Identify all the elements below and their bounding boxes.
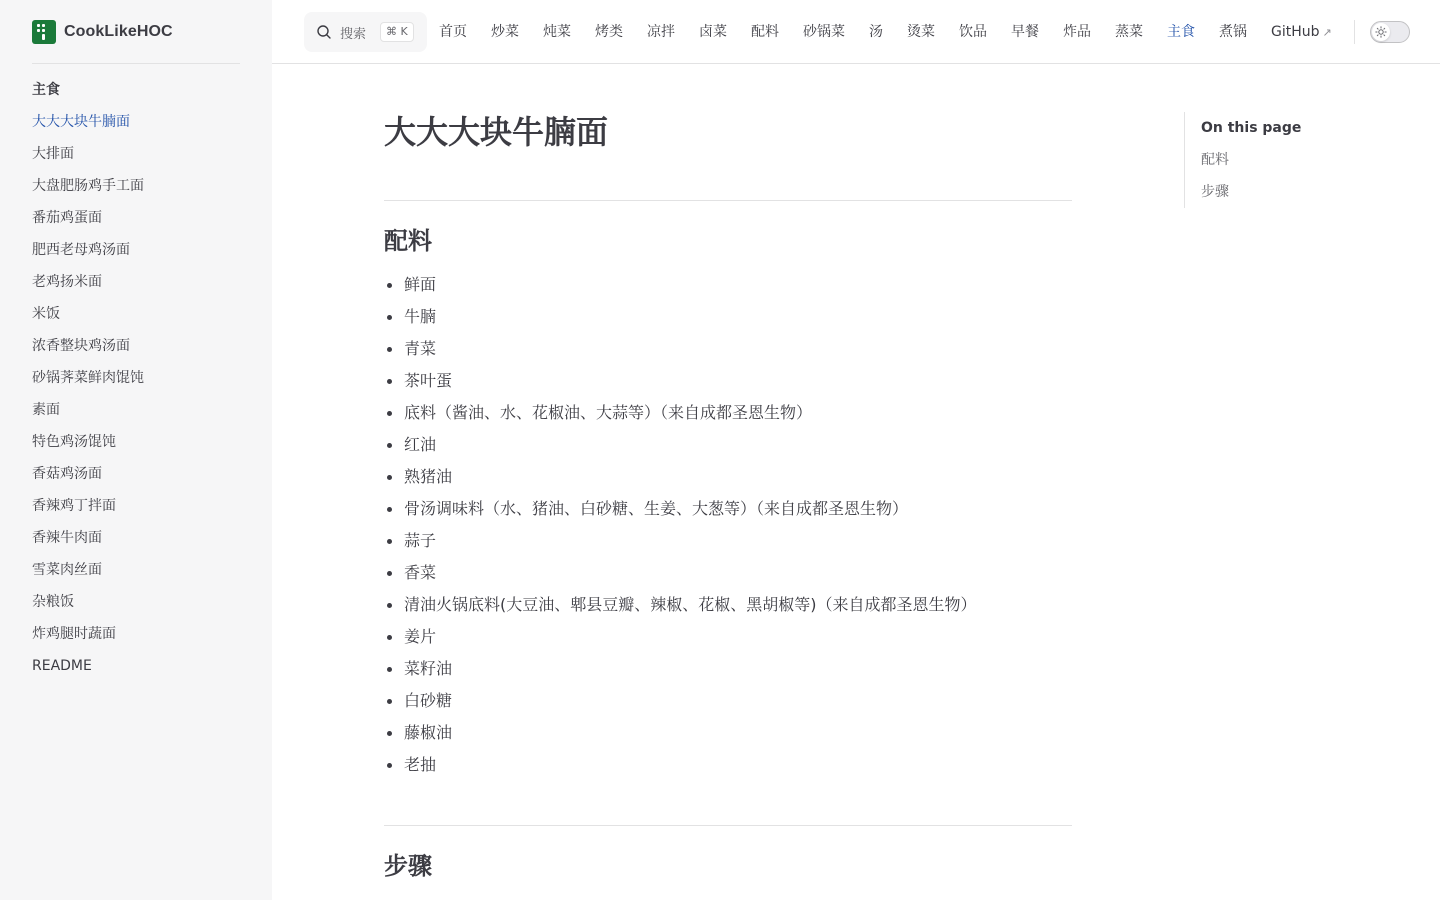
page-title: 大大大块牛腩面 — [384, 113, 609, 151]
site-title: CookLikeHOC — [64, 23, 173, 40]
sidebar-item[interactable]: 香辣鸡丁拌面 — [32, 498, 116, 514]
sidebar-item[interactable]: 肥西老母鸡汤面 — [32, 242, 130, 258]
ingredient-item: 老抽 — [384, 749, 1072, 781]
sidebar-item[interactable]: 特色鸡汤馄饨 — [32, 434, 116, 450]
sidebar-group-title: 主食 — [32, 82, 60, 98]
nav-link[interactable]: 饮品 — [959, 24, 987, 40]
ingredients-list — [384, 269, 1072, 781]
external-link-icon: ↗ — [1322, 25, 1332, 39]
ingredient-item: 清油火锅底料(大豆油、郫县豆瓣、辣椒、花椒、黑胡椒等)（来自成都圣恩生物） — [384, 589, 1072, 621]
sidebar-item[interactable]: 老鸡扬米面 — [32, 274, 102, 290]
nav-link[interactable]: 早餐 — [1011, 24, 1039, 40]
sidebar-item[interactable]: 素面 — [32, 402, 60, 418]
ingredient-item: 红油 — [384, 429, 1072, 461]
search-icon — [316, 24, 332, 40]
ingredients-heading: 配料 — [384, 227, 432, 255]
search-placeholder: 搜索 — [340, 26, 367, 42]
sidebar-item[interactable]: 炸鸡腿时蔬面 — [32, 626, 116, 642]
nav-menu — [439, 0, 1332, 64]
page-outline — [1184, 112, 1384, 208]
sidebar-item[interactable]: README — [32, 658, 92, 674]
sidebar-item[interactable]: 雪菜肉丝面 — [32, 562, 102, 578]
search-button[interactable] — [304, 12, 427, 52]
sidebar-item[interactable]: 砂锅荠菜鲜肉馄饨 — [32, 370, 144, 386]
sidebar-item[interactable]: 大排面 — [32, 146, 74, 162]
nav-link[interactable]: 煮锅 — [1219, 24, 1247, 40]
ingredient-item: 香菜 — [384, 557, 1072, 589]
top-nav — [272, 0, 1440, 64]
ingredient-item: 底料（酱油、水、花椒油、大蒜等）（来自成都圣恩生物） — [384, 397, 1072, 429]
brand-link[interactable] — [32, 20, 173, 44]
nav-link[interactable]: 烤类 — [595, 24, 623, 40]
ingredient-item: 牛腩 — [384, 301, 1072, 333]
nav-link[interactable]: 炸品 — [1063, 24, 1091, 40]
sidebar-item[interactable]: 香菇鸡汤面 — [32, 466, 102, 482]
nav-link[interactable]: 卤菜 — [699, 24, 727, 40]
ingredient-item: 茶叶蛋 — [384, 365, 1072, 397]
sidebar-item[interactable]: 香辣牛肉面 — [32, 530, 102, 546]
nav-link[interactable]: 烫菜 — [907, 24, 935, 40]
nav-link[interactable]: 配料 — [751, 24, 779, 40]
nav-link[interactable]: 砂锅菜 — [803, 24, 845, 40]
nav-link[interactable]: 首页 — [439, 24, 467, 40]
ingredient-item: 姜片 — [384, 621, 1072, 653]
sidebar-item[interactable]: 浓香整块鸡汤面 — [32, 338, 130, 354]
theme-toggle[interactable] — [1370, 21, 1410, 43]
github-label: GitHub — [1271, 23, 1320, 40]
nav-link[interactable]: 汤 — [869, 24, 883, 40]
outline-title: On this page — [1201, 120, 1302, 136]
sidebar-item[interactable]: 大大大块牛腩面 — [32, 114, 130, 130]
ingredient-item: 鲜面 — [384, 269, 1072, 301]
ingredient-item: 青菜 — [384, 333, 1072, 365]
sidebar-item[interactable]: 米饭 — [32, 306, 60, 322]
nav-link[interactable]: 主食 — [1167, 24, 1195, 40]
sidebar-list — [32, 110, 144, 686]
ingredient-item: 蒜子 — [384, 525, 1072, 557]
steps-heading: 步骤 — [384, 852, 432, 880]
sidebar-divider — [32, 63, 240, 64]
ingredient-item: 熟猪油 — [384, 461, 1072, 493]
section-divider — [384, 200, 1072, 201]
nav-link[interactable]: 蒸菜 — [1115, 24, 1143, 40]
ingredient-item: 白砂糖 — [384, 685, 1072, 717]
github-link[interactable] — [1271, 0, 1332, 65]
nav-link[interactable]: 凉拌 — [647, 24, 675, 40]
nav-link[interactable]: 炒菜 — [491, 24, 519, 40]
ingredient-item: 骨汤调味料（水、猪油、白砂糖、生姜、大葱等）（来自成都圣恩生物） — [384, 493, 1072, 525]
ingredient-item: 藤椒油 — [384, 717, 1072, 749]
search-shortcut: ⌘ K — [380, 22, 414, 42]
sidebar — [0, 0, 272, 900]
outline-link-steps[interactable]: 步骤 — [1201, 184, 1229, 200]
ingredient-item: 菜籽油 — [384, 653, 1072, 685]
sun-icon — [1372, 23, 1390, 41]
nav-link[interactable]: 炖菜 — [543, 24, 571, 40]
outline-link-ingredients[interactable]: 配料 — [1201, 152, 1229, 168]
sidebar-item[interactable]: 杂粮饭 — [32, 594, 74, 610]
section-divider — [384, 825, 1072, 826]
menu-board-icon — [32, 20, 56, 44]
nav-divider — [1354, 20, 1355, 44]
sidebar-item[interactable]: 番茄鸡蛋面 — [32, 210, 102, 226]
sidebar-item[interactable]: 大盘肥肠鸡手工面 — [32, 178, 144, 194]
